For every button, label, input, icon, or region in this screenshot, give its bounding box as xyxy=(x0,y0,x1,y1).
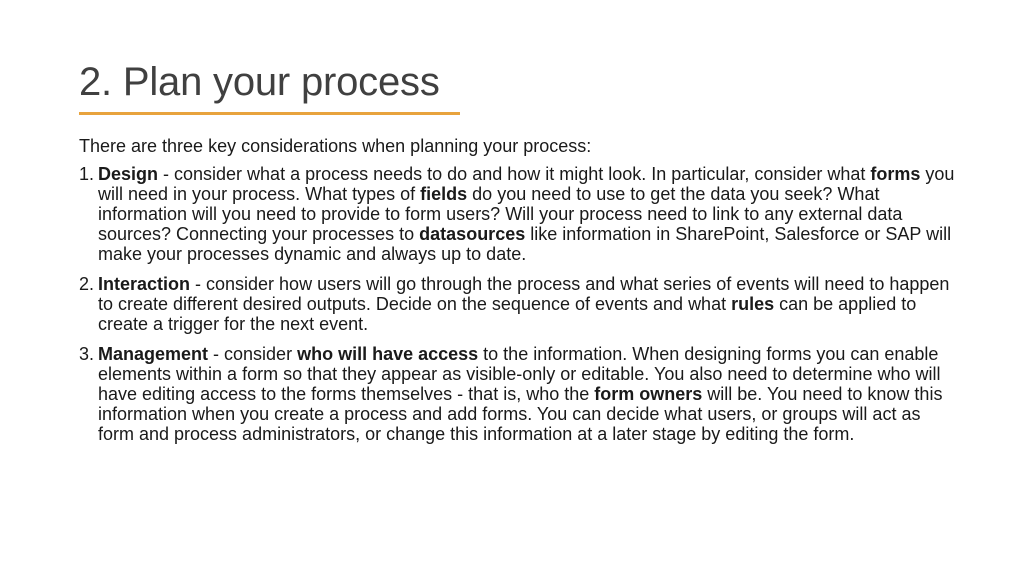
slide-title: 2. Plan your process xyxy=(79,60,440,104)
slide-body xyxy=(79,136,959,454)
item-text xyxy=(98,164,954,264)
intro-text: There are three key considerations when planning your process: xyxy=(79,136,592,156)
item-text-segment: do you need to use to get the data you seek? What information will you need to provide to form users? Will your process need to link to any external data sources? Connecting your processes to xyxy=(98,184,903,244)
item-text-segment: can be applied to create a trigger for the next event. xyxy=(98,294,917,334)
item-text-segment: to the information. When designing forms you can enable elements within a form so that they appear as visible-only or editable. You also need to determine who will have editing access to the forms themselves - that is, who the xyxy=(98,344,941,404)
item-text-segment: - consider xyxy=(208,344,298,364)
title-underline xyxy=(79,112,460,115)
item-text xyxy=(98,344,942,444)
item-term: who will have access xyxy=(297,344,479,364)
item-term: Management xyxy=(98,344,209,364)
item-text-segment: like information in SharePoint, Salesforce or SAP will make your processes dynamic and always up to date. xyxy=(98,224,952,264)
item-term: datasources xyxy=(419,224,526,244)
item-number: 2. xyxy=(79,274,95,294)
considerations-list xyxy=(79,164,959,444)
item-term: fields xyxy=(420,184,468,204)
item-term: rules xyxy=(731,294,775,314)
item-term: form owners xyxy=(594,384,703,404)
list-item xyxy=(79,274,959,334)
item-text-segment: you will need in your process. What types of xyxy=(98,164,955,204)
item-text-segment: - consider what a process needs to do and how it might look. In particular, consider what xyxy=(158,164,871,184)
item-term: Interaction xyxy=(98,274,191,294)
item-text-segment: - consider how users will go through the process and what series of events will need to happen to create different desired outputs. Decide on the sequence of events and what xyxy=(98,274,950,314)
item-term: forms xyxy=(870,164,921,184)
list-item xyxy=(79,344,959,444)
list-item xyxy=(79,164,959,264)
item-text-segment: will be. You need to know this information when you create a process and add forms. You can decide what users, or groups will act as form and process administrators, or change this information at a later stage by editing the form. xyxy=(98,384,943,444)
item-text xyxy=(98,274,949,334)
item-number: 1. xyxy=(79,164,95,184)
item-term: Design xyxy=(98,164,159,184)
item-number: 3. xyxy=(79,344,95,364)
